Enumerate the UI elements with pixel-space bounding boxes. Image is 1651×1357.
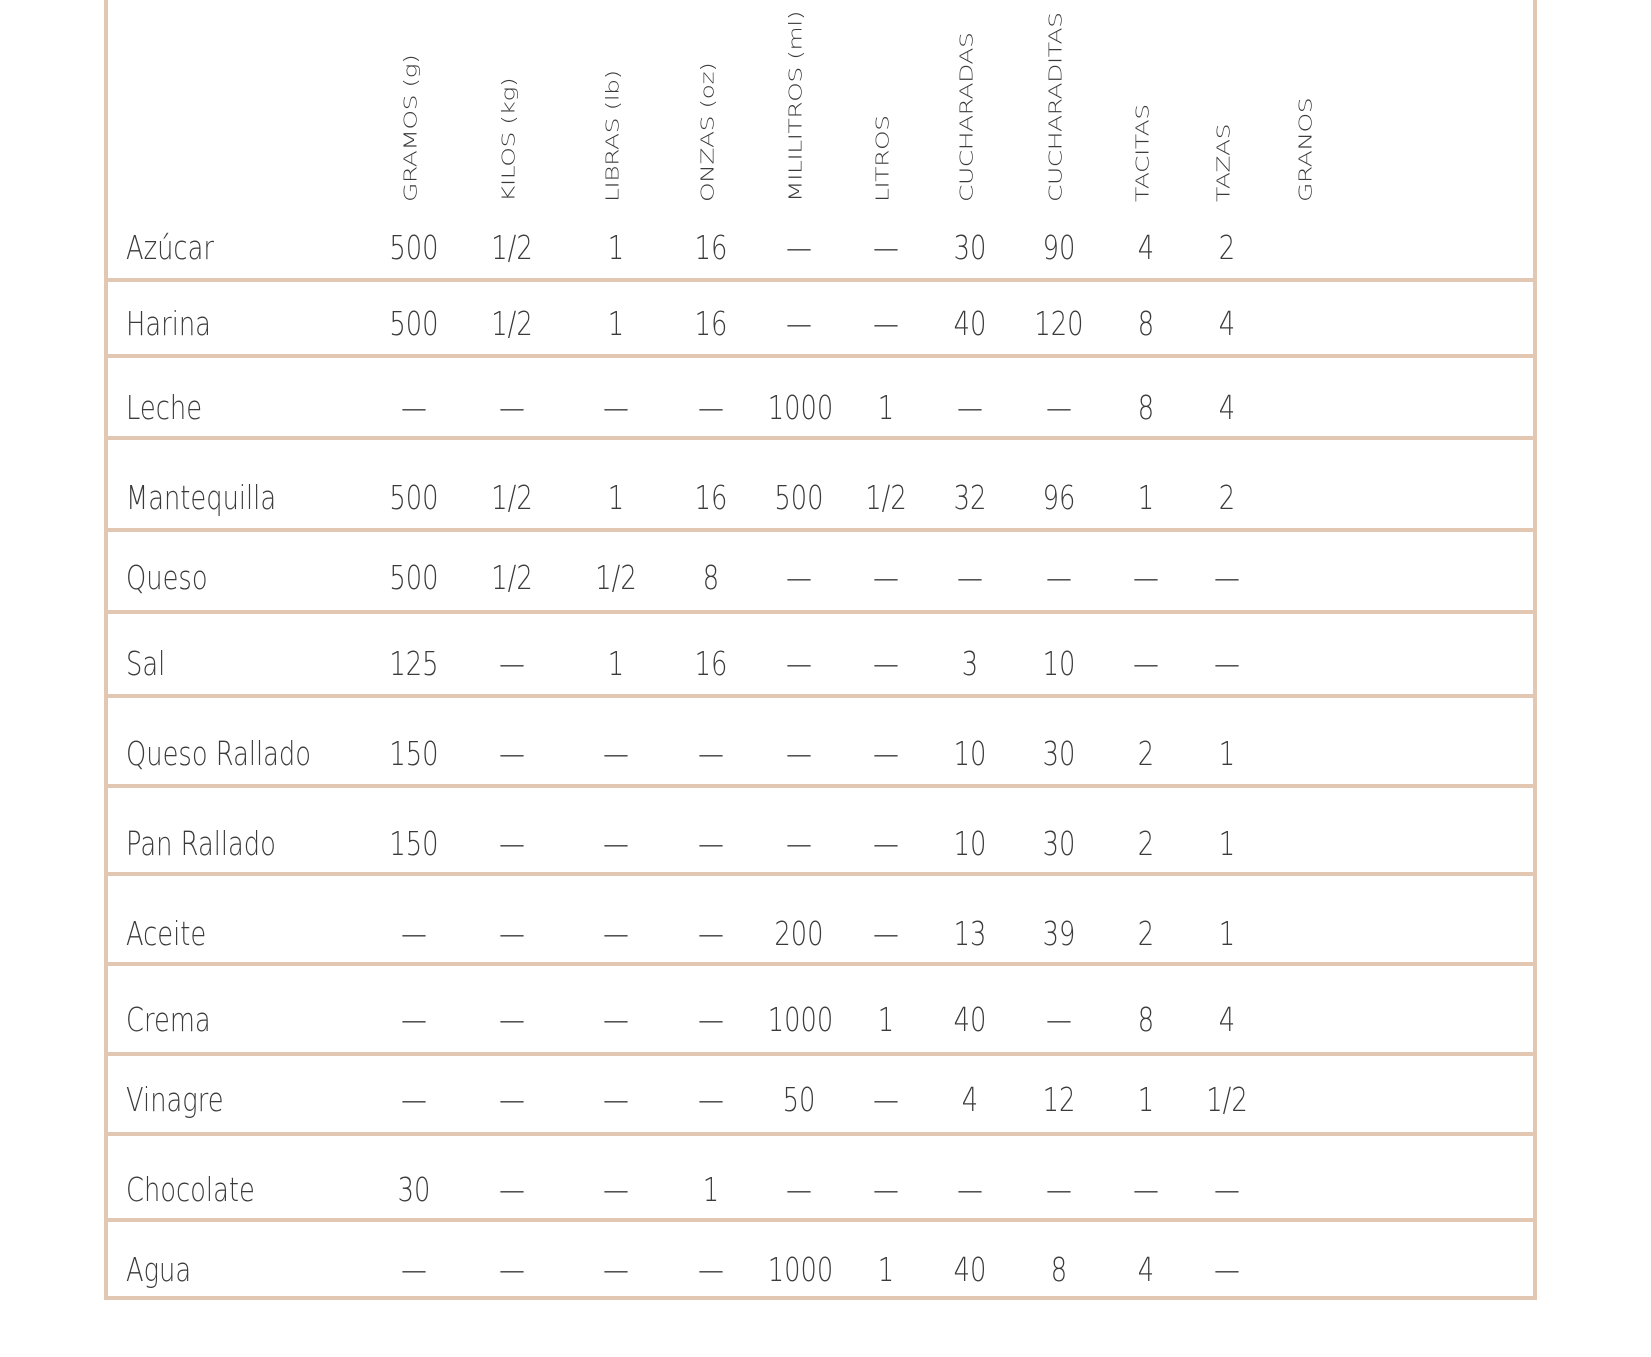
table-cell: — <box>786 558 812 597</box>
table-cell: — <box>873 734 899 773</box>
table-row <box>108 282 1533 358</box>
table-cell: 4 <box>1218 304 1236 343</box>
table-cell: 1 <box>607 644 625 683</box>
table-cell: — <box>1214 558 1240 597</box>
table-cell: 1/2 <box>1206 1080 1248 1119</box>
table-cell: 150 <box>389 824 439 863</box>
ingredient-name: Queso <box>126 558 208 597</box>
table-cell: 1 <box>702 1170 720 1209</box>
table-cell: 500 <box>389 478 439 517</box>
column-header: GRANOS <box>1295 97 1316 202</box>
table-cell: 40 <box>953 1250 987 1289</box>
table-cell: — <box>698 1080 724 1119</box>
table-cell: 1 <box>1218 734 1236 773</box>
table-cell: — <box>401 914 427 953</box>
column-header: ONZAS (oz) <box>697 62 718 202</box>
table-cell: 1 <box>877 1250 895 1289</box>
table-cell: — <box>603 1000 629 1039</box>
table-cell: 50 <box>782 1080 816 1119</box>
table-cell: 8 <box>1050 1250 1068 1289</box>
table-cell: — <box>499 914 525 953</box>
table-cell: 1 <box>607 478 625 517</box>
table-cell: 40 <box>953 304 987 343</box>
column-header: MILILITROS (ml) <box>785 11 806 202</box>
column-header: TACITAS <box>1132 104 1153 202</box>
table-cell: 8 <box>1137 1000 1155 1039</box>
table-cell: — <box>873 558 899 597</box>
table-cell: — <box>1214 644 1240 683</box>
table-cell: 1 <box>607 228 625 267</box>
table-cell: 1/2 <box>491 558 533 597</box>
table-cell: 200 <box>774 914 824 953</box>
table-cell: 2 <box>1137 824 1155 863</box>
table-cell: — <box>786 824 812 863</box>
table-cell: — <box>698 824 724 863</box>
table-cell: 125 <box>389 644 439 683</box>
table-cell: — <box>603 1080 629 1119</box>
table-cell: — <box>698 734 724 773</box>
table-cell: — <box>873 644 899 683</box>
table-cell: 4 <box>1137 1250 1155 1289</box>
table-cell: 500 <box>389 304 439 343</box>
ingredient-name: Harina <box>126 304 211 343</box>
table-cell: — <box>1133 644 1159 683</box>
conversion-table <box>104 0 1537 1300</box>
table-cell: 1/2 <box>491 304 533 343</box>
table-cell: 16 <box>694 228 728 267</box>
table-cell: — <box>401 388 427 427</box>
table-cell: 150 <box>389 734 439 773</box>
column-header: KILOS (kg) <box>498 77 519 202</box>
table-cell: 30 <box>1042 824 1076 863</box>
table-row <box>108 358 1533 440</box>
table-cell: 3 <box>961 644 979 683</box>
table-cell: — <box>401 1000 427 1039</box>
ingredient-name: Azúcar <box>126 228 214 267</box>
table-row <box>108 966 1533 1056</box>
table-row <box>108 788 1533 876</box>
table-cell: — <box>603 824 629 863</box>
table-cell: 1 <box>877 1000 895 1039</box>
column-header: GRAMOS (g) <box>400 54 421 202</box>
table-cell: — <box>873 824 899 863</box>
ingredient-name: Chocolate <box>126 1170 255 1209</box>
ingredient-name: Crema <box>126 1000 211 1039</box>
table-cell: 1 <box>1137 1080 1155 1119</box>
table-row <box>108 698 1533 788</box>
table-cell: — <box>1046 1170 1072 1209</box>
table-cell: — <box>499 1000 525 1039</box>
table-cell: 96 <box>1042 478 1076 517</box>
table-cell: 1 <box>1218 824 1236 863</box>
table-cell: — <box>873 914 899 953</box>
ingredient-name: Aceite <box>126 914 207 953</box>
table-cell: 1000 <box>767 388 834 427</box>
table-row <box>108 876 1533 966</box>
table-cell: — <box>786 228 812 267</box>
ingredient-name: Agua <box>126 1250 192 1289</box>
table-cell: 4 <box>961 1080 979 1119</box>
ingredient-name: Sal <box>126 644 166 683</box>
table-cell: 8 <box>702 558 720 597</box>
table-cell: — <box>873 304 899 343</box>
ingredient-name: Mantequilla <box>126 478 277 517</box>
table-cell: — <box>1046 1000 1072 1039</box>
table-cell: 2 <box>1137 914 1155 953</box>
table-cell: 1 <box>1218 914 1236 953</box>
table-cell: — <box>786 734 812 773</box>
table-row <box>108 1136 1533 1222</box>
table-cell: 1/2 <box>595 558 637 597</box>
table-cell: 1000 <box>767 1000 834 1039</box>
table-cell: — <box>603 388 629 427</box>
table-cell: 16 <box>694 304 728 343</box>
table-row <box>108 1056 1533 1136</box>
table-cell: — <box>786 1170 812 1209</box>
table-cell: 1/2 <box>865 478 907 517</box>
table-cell: — <box>698 1250 724 1289</box>
table-cell: 8 <box>1137 388 1155 427</box>
table-cell: — <box>698 388 724 427</box>
table-cell: 500 <box>389 228 439 267</box>
table-cell: — <box>499 824 525 863</box>
column-header: CUCHARADAS <box>956 32 977 202</box>
table-cell: — <box>873 1170 899 1209</box>
ingredient-name: Queso Rallado <box>126 734 312 773</box>
ingredient-name: Pan Rallado <box>126 824 276 863</box>
table-cell: — <box>603 1170 629 1209</box>
table-row <box>108 440 1533 532</box>
table-cell: 16 <box>694 644 728 683</box>
table-row <box>108 0 1533 282</box>
table-cell: — <box>603 1250 629 1289</box>
table-cell: 8 <box>1137 304 1155 343</box>
table-cell: — <box>499 734 525 773</box>
table-cell: — <box>499 1250 525 1289</box>
table-cell: 2 <box>1137 734 1155 773</box>
table-cell: 30 <box>953 228 987 267</box>
table-cell: — <box>873 228 899 267</box>
table-cell: 39 <box>1042 914 1076 953</box>
table-row <box>108 1222 1533 1300</box>
table-cell: — <box>499 388 525 427</box>
table-cell: — <box>1133 558 1159 597</box>
table-cell: 32 <box>953 478 987 517</box>
table-cell: 2 <box>1218 478 1236 517</box>
table-cell: 1/2 <box>491 478 533 517</box>
table-cell: 13 <box>953 914 987 953</box>
table-cell: 4 <box>1137 228 1155 267</box>
table-row <box>108 614 1533 698</box>
table-cell: 1000 <box>767 1250 834 1289</box>
table-cell: — <box>499 1170 525 1209</box>
table-cell: — <box>1046 558 1072 597</box>
table-cell: 1 <box>607 304 625 343</box>
table-cell: — <box>957 558 983 597</box>
table-cell: 120 <box>1034 304 1084 343</box>
table-cell: — <box>499 1080 525 1119</box>
table-cell: — <box>698 914 724 953</box>
table-cell: 40 <box>953 1000 987 1039</box>
table-cell: — <box>786 644 812 683</box>
table-cell: 1 <box>877 388 895 427</box>
table-cell: — <box>957 388 983 427</box>
table-cell: 10 <box>1042 644 1076 683</box>
column-header: LITROS <box>872 115 893 202</box>
table-cell: — <box>1214 1170 1240 1209</box>
table-cell: — <box>401 1080 427 1119</box>
table-cell: — <box>786 304 812 343</box>
table-cell: — <box>1214 1250 1240 1289</box>
table-cell: 12 <box>1042 1080 1076 1119</box>
ingredient-name: Vinagre <box>126 1080 224 1119</box>
table-cell: 30 <box>397 1170 431 1209</box>
table-cell: 90 <box>1042 228 1076 267</box>
column-header: TAZAS <box>1213 123 1234 202</box>
table-cell: 4 <box>1218 1000 1236 1039</box>
table-cell: 1 <box>1137 478 1155 517</box>
table-cell: — <box>603 734 629 773</box>
column-header: CUCHARADITAS <box>1045 12 1066 202</box>
table-cell: — <box>873 1080 899 1119</box>
table-cell: — <box>957 1170 983 1209</box>
table-cell: — <box>698 1000 724 1039</box>
table-cell: 30 <box>1042 734 1076 773</box>
table-cell: 500 <box>774 478 824 517</box>
table-cell: 4 <box>1218 388 1236 427</box>
table-row <box>108 532 1533 614</box>
table-cell: 2 <box>1218 228 1236 267</box>
table-cell: — <box>603 914 629 953</box>
ingredient-name: Leche <box>126 388 203 427</box>
table-cell: 10 <box>953 734 987 773</box>
column-header: LIBRAS (lb) <box>602 70 623 202</box>
table-cell: — <box>499 644 525 683</box>
table-cell: 1/2 <box>491 228 533 267</box>
table-cell: 16 <box>694 478 728 517</box>
table-cell: 500 <box>389 558 439 597</box>
table-cell: — <box>1133 1170 1159 1209</box>
table-cell: 10 <box>953 824 987 863</box>
table-cell: — <box>401 1250 427 1289</box>
table-cell: — <box>1046 388 1072 427</box>
